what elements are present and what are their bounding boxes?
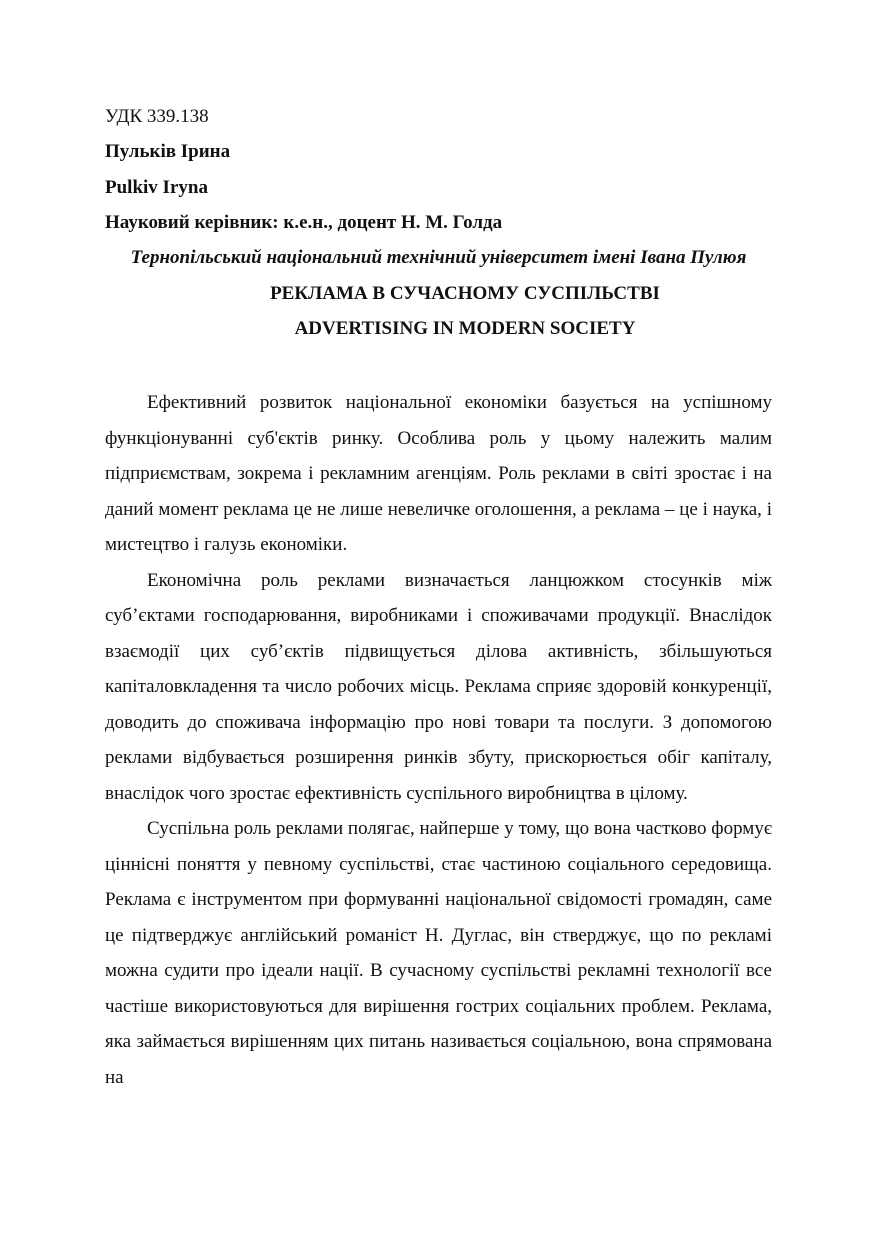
paper-title-ua: РЕКЛАМА В СУЧАСНОМУ СУСПІЛЬСТВІ: [270, 283, 660, 304]
supervisor-line: Науковий керівник: к.е.н., доцент Н. М. Голда: [105, 212, 503, 233]
affiliation-line: Тернопільський національний технічний університет імені Івана Пулюя: [130, 247, 747, 268]
author-name-en: Pulkiv Iryna: [105, 177, 208, 198]
author-name-ua: Пульків Ірина: [105, 141, 231, 162]
article-body: [105, 385, 772, 1095]
body-paragraph-3: Суспільна роль реклами полягає, найперше у тому, що вона частково формує ціннісні поняття у певному суспільстві, стає частиною соціального середовища. Реклама є інструментом при формуванні національної свідомості громадян, саме це підтверджує англійський романіст Н. Дуглас, він стверджує, що по рекламі можна судити про ідеали нації. В сучасному суспільстві рекламні технології все частіше використовуються для вирішення гострих соціальних проблем. Реклама, яка займається вирішенням цих питань називається соціальною, вона спрямована на: [105, 818, 772, 1088]
body-paragraph-2: Економічна роль реклами визначається ланцюжком стосунків між суб’єктами господарювання, виробниками і споживачами продукції. Внаслідок взаємодії цих суб’єктів підвищується ділова активність, збільшуються капіталовкладення та число робочих місць. Реклама сприяє здоровій конкуренції, доводить до споживача інформацію про нові товари та послуги. З допомогою реклами відбувається розширення ринків збуту, прискорюється обіг капіталу, внаслідок чого зростає ефективність суспільного виробництва в цілому.: [105, 569, 772, 804]
udc-code: УДК 339.138: [105, 106, 209, 127]
body-paragraph-1: Ефективний розвиток національної економіки базується на успішному функціонуванні суб'єктів ринку. Особлива роль у цьому належить малим підприємствам, зокрема і рекламним агенціям. Роль реклами в світі зростає і на даний момент реклама це не лише невеличке оголошення, а реклама – це і наука, і мистецтво і галузь економіки.: [105, 392, 772, 555]
paper-title-en: ADVERTISING IN MODERN SOCIETY: [294, 318, 636, 339]
